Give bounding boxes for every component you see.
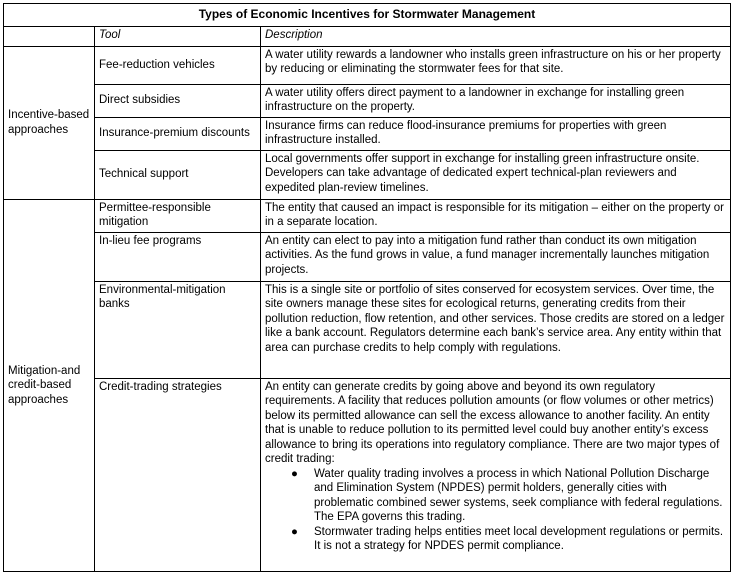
header-row (4, 27, 731, 46)
table-title: Types of Economic Incentives for Stormwater Management (4, 4, 731, 27)
table-row (4, 46, 731, 84)
tool-cell: Direct subsidies (95, 84, 261, 117)
description-cell (261, 378, 731, 571)
bullet-icon: ● (291, 525, 298, 538)
table-row (4, 378, 731, 571)
description-cell: The entity that caused an impact is responsible for its mitigation – either on the property or in a separate location. (261, 199, 731, 232)
tool-cell: Fee-reduction vehicles (95, 46, 261, 84)
description-cell: A water utility rewards a landowner who installs green infrastructure on his or her property by reducing or eliminating the stormwater fees for that site. (261, 46, 731, 84)
category-mitigation: Mitigation-and credit-based approaches (4, 199, 95, 571)
tool-cell: Credit-trading strategies (95, 378, 261, 571)
description-cell: Local governments offer support in exchange for installing green infrastructure onsite. Developers can take advantage of dedicated expert technical-plan reviewers and expedited plan-review timelines. (261, 150, 731, 199)
table-row (4, 84, 731, 117)
tool-cell: Environmental-mitigation banks (95, 281, 261, 378)
credit-trading-list (265, 467, 726, 554)
description-cell: Insurance firms can reduce flood-insurance premiums for properties with green infrastructure installed. (261, 117, 731, 150)
description-cell: An entity can elect to pay into a mitigation fund rather than conduct its own mitigation activities. As the fund grows in value, a fund manager incrementally launches mitigation projects. (261, 232, 731, 281)
table-row (4, 199, 731, 232)
incentives-table (3, 3, 731, 572)
category-incentive: Incentive-based approaches (4, 46, 95, 199)
title-row (4, 4, 731, 27)
header-tool: Tool (95, 27, 261, 46)
tool-cell: In-lieu fee programs (95, 232, 261, 281)
bullet-icon: ● (291, 467, 298, 480)
description-cell: This is a single site or portfolio of sites conserved for ecosystem services. Over time, the site owners manage these sites for ecological returns, generating credits from their pollution reduction, flow retention, and other services. Those credits are stored on a ledger like a bank account. Regulators determine each bank’s service area. Any entity within that area can purchase credits to help comply with regulations. (261, 281, 731, 378)
table-row (4, 232, 731, 281)
header-category (4, 27, 95, 46)
list-item: ● Water quality trading involves a process in which National Pollution Discharge and Elimination System (NPDES) permit holders, generally cities with problematic combined sewer systems, seek compliance with federal regulations. The EPA governs this trading. (291, 467, 723, 524)
header-description: Description (261, 27, 731, 46)
table-row (4, 281, 731, 378)
tool-cell: Insurance-premium discounts (95, 117, 261, 150)
list-item: ● Stormwater trading helps entities meet local development regulations or permits. It is not a strategy for NPDES permit compliance. (291, 525, 724, 553)
tool-cell: Technical support (95, 150, 261, 199)
credit-trading-intro: An entity can generate credits by going above and beyond its own regulatory requirements. A facility that reduces pollution amounts (or flow volumes or other metrics) below its permitted allowance can sell the excess allowance to another facility. An entity that is unable to reduce pollution to its permitted level could buy another entity’s excess allowance to bring its operations into regulatory compliance. There are two major types of credit trading: (265, 380, 720, 466)
description-cell: A water utility offers direct payment to a landowner in exchange for installing green infrastructure on the property. (261, 84, 731, 117)
table-row (4, 117, 731, 150)
tool-cell: Permittee-responsible mitigation (95, 199, 261, 232)
table-row (4, 150, 731, 199)
